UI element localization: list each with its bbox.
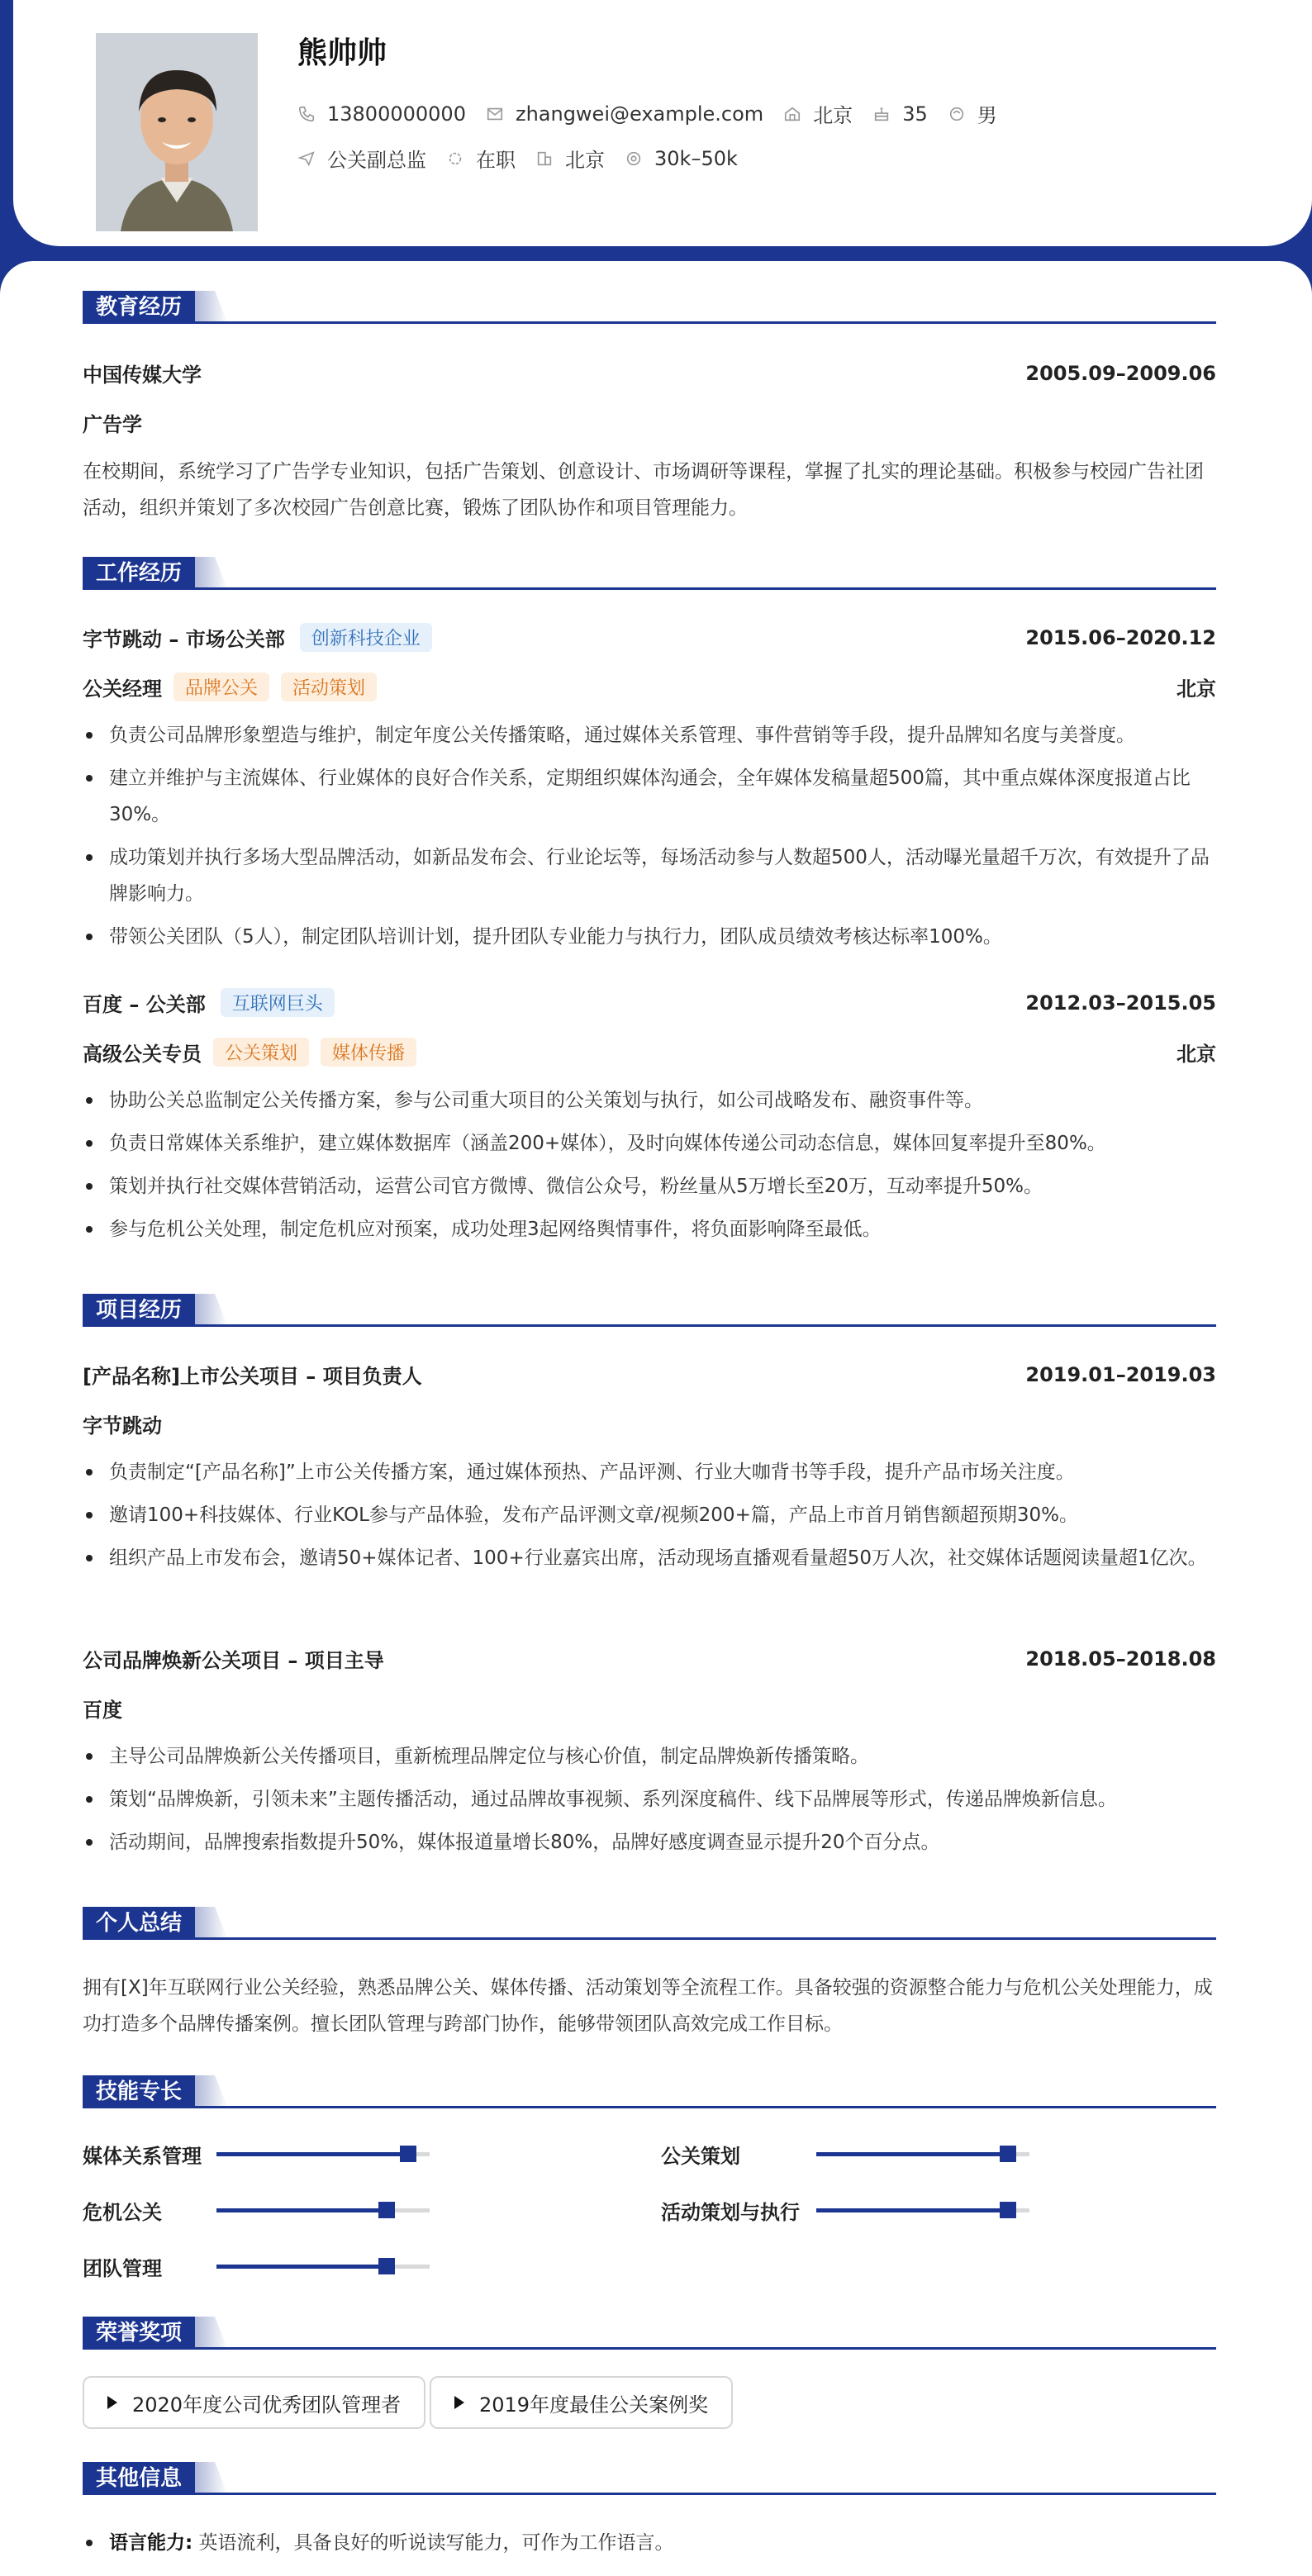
city-text: 北京 (565, 149, 605, 172)
major-row (83, 408, 1216, 437)
salary-item (625, 147, 738, 170)
company-tag: 互联网巨头 (221, 988, 335, 1017)
list-item: 负责公司品牌形象塑造与维护，制定年度公关传播策略，通过媒体关系管理、事件营销等手段，提升品牌知名度与美誉度。 (83, 717, 1216, 753)
gender-icon (948, 105, 966, 123)
salary-text: 30k–50k (654, 146, 738, 170)
list-item: 组织产品上市发布会，邀请50+媒体记者、100+行业嘉宾出席，活动现场直播观看量超50万人次，社交媒体话题阅读量超1亿次。 (83, 1540, 1216, 1576)
skill-name: 活动策划与执行 (661, 2201, 800, 2224)
work-company: 字节跳动 – 市场公关部 (83, 628, 285, 651)
gender-item (948, 99, 997, 128)
list-item: 协助公关总监制定公关传播方案，参与公司重大项目的公关策划与执行，如公司战略发布、融资事件等。 (83, 1082, 1216, 1119)
section-title: 个人总结 (83, 1907, 195, 1940)
section-title-tail (195, 2317, 228, 2350)
company-tag: 创新科技企业 (300, 623, 432, 652)
award-item (430, 2376, 733, 2429)
play-icon (454, 2396, 464, 2409)
section-title: 教育经历 (83, 291, 195, 324)
list-item (83, 2525, 1216, 2561)
work-period: 2012.03–2015.05 (1025, 991, 1216, 1015)
status-icon (446, 150, 464, 168)
skill-name: 危机公关 (83, 2201, 162, 2224)
project-title: [产品名称]上市公关项目 – 项目负责人 (83, 1365, 422, 1388)
skill-level-bar (816, 2152, 1029, 2156)
avatar (96, 33, 258, 231)
contact-row (297, 99, 1017, 128)
education-row (83, 359, 1216, 387)
skill-level-bar (216, 2208, 430, 2212)
skill-item (83, 2196, 430, 2225)
skill-level-fill (816, 2208, 1008, 2212)
section-title-tail (195, 1907, 228, 1940)
section-title: 技能专长 (83, 2075, 195, 2108)
position-item (297, 144, 426, 173)
play-icon (107, 2396, 117, 2409)
skill-name: 公关策划 (661, 2145, 740, 2168)
list-item: 策划并执行社交媒体营销活动，运营公司官方微博、微信公众号，粉丝量从5万增长至20万，互动率提升50%。 (83, 1168, 1216, 1205)
work-company: 百度 – 公关部 (83, 993, 206, 1016)
age-icon (872, 105, 891, 123)
skill-level-knob (1000, 2202, 1016, 2218)
work-role: 公关经理 (83, 677, 162, 701)
section-title-tail (195, 2462, 228, 2495)
section-title: 工作经历 (83, 557, 195, 590)
list-item: 成功策划并执行多场大型品牌活动，如新品发布会、行业论坛等，每场活动参与人数超500人，活动曝光量超千万次，有效提升了品牌影响力。 (83, 839, 1216, 912)
list-item: 主导公司品牌焕新公关传播项目，重新梳理品牌定位与核心价值，制定品牌焕新传播策略。 (83, 1738, 1216, 1775)
list-item: 带领公关团队（5人），制定团队培训计划，提升团队专业能力与执行力，团队成员绩效考核达标率100%。 (83, 919, 1216, 955)
section-title-tail (195, 557, 228, 590)
city-item (535, 144, 605, 173)
role-tag: 品牌公关 (174, 673, 269, 701)
email-text: zhangwei@example.com (515, 102, 764, 126)
skill-item (661, 2140, 1029, 2169)
phone-icon (297, 105, 316, 123)
award-text: 2020年度公司优秀团队管理者 (132, 2393, 402, 2417)
hometown-text: 北京 (813, 104, 853, 127)
list-item: 邀请100+科技媒体、行业KOL参与产品体验，发布产品评测文章/视频200+篇，产品上市首月销售额超预期30%。 (83, 1497, 1216, 1533)
award-text: 2019年度最佳公关案例奖 (479, 2393, 709, 2417)
work-role-row (83, 673, 1216, 701)
status-text: 在职 (476, 149, 516, 172)
work-company-row (83, 988, 1216, 1017)
home-icon (783, 105, 801, 123)
skill-level-fill (216, 2152, 408, 2156)
age-text: 35 (902, 102, 928, 126)
salary-icon (625, 150, 643, 168)
city-icon (535, 150, 554, 168)
education-description: 在校期间，系统学习了广告学专业知识，包括广告策划、创意设计、市场调研等课程，掌握了扎实的理论基础。积极参与校园广告社团活动，组织并策划了多次校园广告创意比赛，锻炼了团队协作和项目管理能力。 (83, 461, 1204, 519)
project-org-row (83, 1694, 1216, 1723)
other-label: 语言能力: (109, 2532, 193, 2554)
skill-item (661, 2196, 1029, 2225)
candidate-name: 熊帅帅 (297, 36, 387, 70)
work-period: 2015.06–2020.12 (1025, 625, 1216, 649)
section-title-tail (195, 1294, 228, 1327)
school-name: 中国传媒大学 (83, 364, 202, 387)
list-item: 参与危机公关处理，制定危机应对预案，成功处理3起网络舆情事件，将负面影响降至最低。 (83, 1211, 1216, 1248)
project-period: 2018.05–2018.08 (1025, 1647, 1216, 1671)
work-city: 北京 (1177, 1043, 1216, 1066)
section-title: 项目经历 (83, 1294, 195, 1327)
position-text: 公关副总监 (327, 149, 426, 172)
skill-name: 媒体关系管理 (83, 2145, 202, 2168)
mail-icon (486, 105, 504, 123)
age-item (872, 102, 928, 126)
status-item (446, 144, 516, 173)
list-item: 策划“品牌焕新，引领未来”主题传播活动，通过品牌故事视频、系列深度稿件、线下品牌展等形式，传递品牌焕新信息。 (83, 1781, 1216, 1818)
role-tag: 公关策划 (213, 1038, 309, 1067)
other-list (83, 2525, 1216, 2568)
project-bullets (83, 1738, 1216, 1867)
section-title: 荣誉奖项 (83, 2317, 195, 2350)
avatar-photo (96, 33, 258, 231)
summary-text: 拥有[X]年互联网行业公关经验，熟悉品牌公关、媒体传播、活动策划等全流程工作。具备较强的资源整合能力与危机公关处理能力，成功打造多个品牌传播案例。擅长团队管理与跨部门协作，能够带领团队高效完成工作目标。 (83, 1977, 1213, 2035)
project-title: 公司品牌焕新公关项目 – 项目主导 (83, 1649, 384, 1672)
hometown-item (783, 99, 853, 128)
project-org: 百度 (83, 1699, 122, 1722)
list-item: 建立并维护与主流媒体、行业媒体的良好合作关系，定期组织媒体沟通会，全年媒体发稿量超500篇，其中重点媒体深度报道占比30%。 (83, 760, 1216, 833)
project-row (83, 1644, 1216, 1673)
work-city: 北京 (1177, 677, 1216, 701)
skill-level-fill (216, 2208, 387, 2212)
section-awards (83, 2317, 1216, 2350)
work-role-row (83, 1038, 1216, 1067)
skill-level-fill (216, 2265, 387, 2269)
project-bullets (83, 1454, 1216, 1583)
skill-level-fill (816, 2152, 1008, 2156)
work-role: 高级公关专员 (83, 1043, 202, 1066)
work-bullets (83, 717, 1216, 962)
award-item (83, 2376, 425, 2429)
send-icon (297, 150, 316, 168)
section-summary (83, 1907, 1216, 1940)
phone-text: 13800000000 (327, 102, 466, 126)
skill-level-bar (216, 2265, 430, 2269)
gender-text: 男 (977, 104, 997, 127)
skill-level-knob (400, 2146, 416, 2162)
section-title-tail (195, 2075, 228, 2108)
work-bullets (83, 1082, 1216, 1254)
work-company-row (83, 623, 1216, 652)
skill-level-knob (1000, 2146, 1016, 2162)
skill-level-knob (378, 2202, 395, 2218)
skill-item (83, 2140, 430, 2169)
section-education (83, 291, 1216, 324)
education-period: 2005.09–2009.06 (1025, 361, 1216, 385)
section-work (83, 557, 1216, 590)
section-title: 其他信息 (83, 2462, 195, 2495)
project-org-row (83, 1409, 1216, 1438)
skill-level-knob (378, 2258, 395, 2274)
other-value: 英语流利，具备良好的听说读写能力，可作为工作语言。 (198, 2532, 674, 2554)
project-period: 2019.01–2019.03 (1025, 1362, 1216, 1386)
skill-level-bar (216, 2152, 430, 2156)
project-row (83, 1360, 1216, 1389)
list-item: 负责日常媒体关系维护，建立媒体数据库（涵盖200+媒体），及时向媒体传递公司动态信息，媒体回复率提升至80%。 (83, 1125, 1216, 1162)
list-item: 活动期间，品牌搜索指数提升50%，媒体报道量增长80%，品牌好感度调查显示提升20个百分点。 (83, 1824, 1216, 1861)
section-other (83, 2462, 1216, 2495)
role-tag: 活动策划 (281, 673, 377, 701)
major-name: 广告学 (83, 413, 142, 436)
project-org: 字节跳动 (83, 1414, 162, 1438)
skill-level-bar (816, 2208, 1029, 2212)
job-intent-row (297, 144, 758, 173)
section-projects (83, 1294, 1216, 1327)
header-card (13, 0, 1312, 246)
section-skills (83, 2075, 1216, 2108)
skill-name: 团队管理 (83, 2257, 162, 2280)
section-title-tail (195, 291, 228, 324)
email-item (486, 102, 763, 126)
skill-item (83, 2252, 430, 2281)
phone-item (297, 102, 466, 126)
role-tag: 媒体传播 (321, 1038, 416, 1067)
list-item: 负责制定“[产品名称]”上市公关传播方案，通过媒体预热、产品评测、行业大咖背书等手段，提升产品市场关注度。 (83, 1454, 1216, 1490)
